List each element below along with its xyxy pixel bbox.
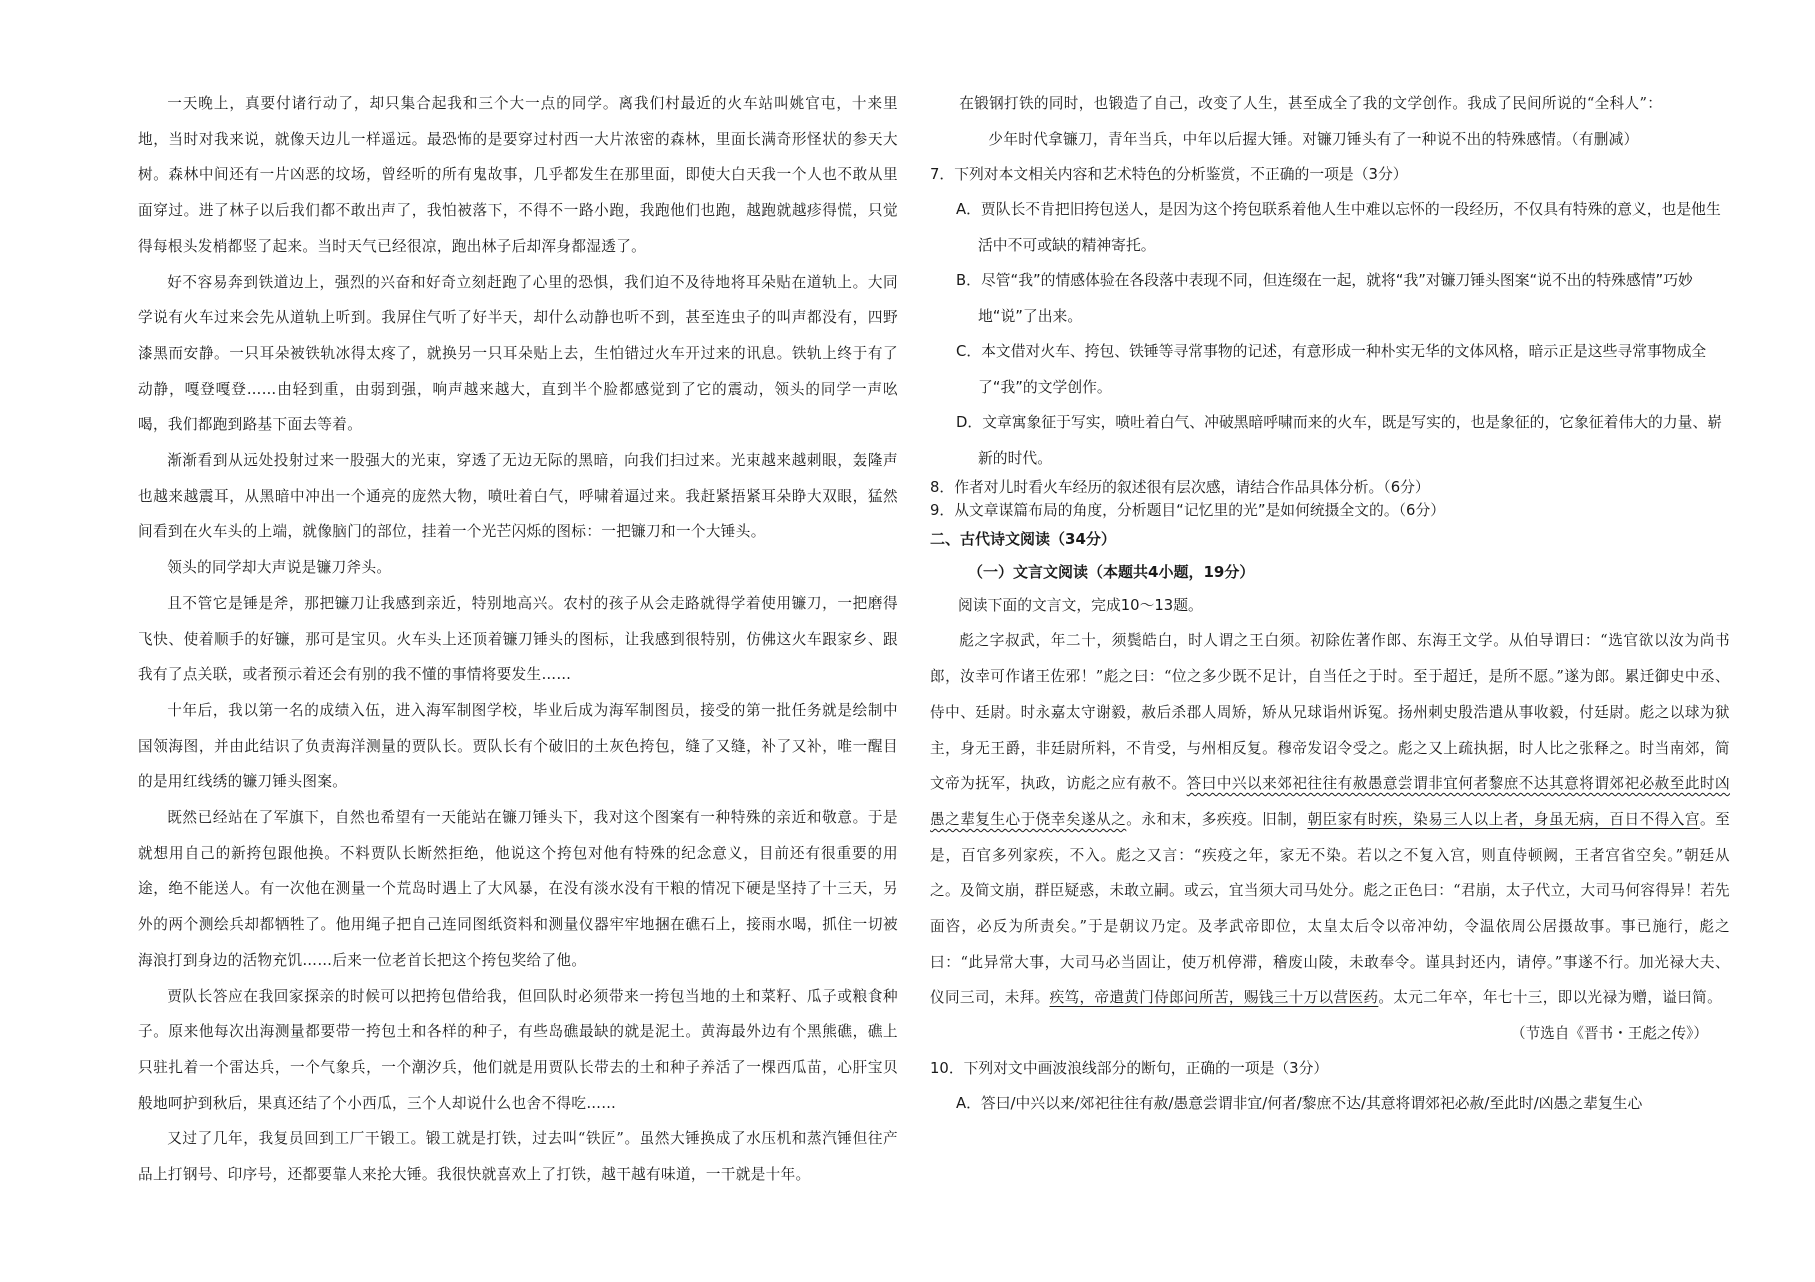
classical-text-part-2: 。永和末，多疾疫。旧制，	[1126, 810, 1308, 828]
question-10-stem: 10．下列对文中画波浪线部分的断句，正确的一项是（3分）	[930, 1060, 1329, 1078]
question-7-stem: 7．下列对本文相关内容和艺术特色的分析鉴赏，不正确的一项是（3分）	[930, 166, 1408, 184]
story-paragraph-6: 十年后，我以第一名的成绩入伍，进入海军制图学校，毕业后成为海军制图员，接受的第一批任务就是绘制中国领海图，并由此结识了负责海洋测量的贾队长。贾队长有个破旧的土灰色挎包，缝了又缝，补了又补，唯一醒目的是用红线绣的镰刀锤头图案。	[138, 701, 898, 791]
classical-text-part-1: 彪之字叔武，年二十，须鬓皓白，时人谓之王白须。初除佐著作郎、东海王文学。从伯导谓曰：“选官欲以汝为尚书郎，汝幸可作诸王佐邪！”彪之曰：“位之多少既不足计，自当任之于时。至于超迁，是所不愿。”遂为郎。累迁御史中丞、侍中、廷尉。时永嘉太守谢毅，赦后杀郡人周矫，矫从兄球诣州诉冤。扬州刺史殷浩遣从事收毅，付廷尉。彪之以球为狱主，身无王爵，非廷尉所料，不肯受，与州相反复。穆帝发诏令受之。彪之又上疏执据，时人比之张释之。时当南郊，简文帝为抚军，执政，访彪之应有赦不。	[930, 632, 1730, 793]
classical-text-part-3: 。至是，百官多列家疾，不入。彪之又言：“疾疫之年，家无不染。若以之不复入宫，则直侍顿阙，王者宫省空矣。”朝廷从之。及简文崩，群臣疑惑，未敢立嗣。或云，宜当须大司马处分。彪之正色曰：“君崩，太子代立，大司马何容得异！若先面咨，必反为所责矣。”于是朝议乃定。及孝武帝即位，太皇太后令以帝冲幼，令温依周公居摄故事。事已施行，彪之曰：“此异常大事，大司马必当固让，使万机停滞，稽废山陵，未敢奉令。谨具封还内，请停。”事遂不行。加光禄大夫、仪同三司，未拜。	[930, 810, 1731, 1007]
story-paragraph-5: 且不管它是锤是斧，那把镰刀让我感到亲近，特别地高兴。农村的孩子从会走路就得学着使用镰刀，一把磨得飞快、使着顺手的好镰，那可是宝贝。火车头上还顶着镰刀锤头的图标，让我感到很特别，仿佛这火车跟家乡、跟我有了点关联，或者预示着还会有别的我不懂的事情将要发生……	[138, 594, 898, 684]
underlined-sentence-2: 疾笃，帝遣黄门侍郎问所苦，赐钱三十万以营医药	[1049, 989, 1379, 1007]
question-7-option-c: C．本文借对火车、挎包、铁锤等寻常事物的记述，有意形成一种朴实无华的文体风格，暗示正是这些寻常事物成全了“我”的文学创作。	[956, 343, 1707, 396]
story-ending-line-1: 在锻钢打铁的同时，也锻造了自己，改变了人生，甚至成全了我的文学创作。我成了民间所说的“全科人”：	[959, 95, 1663, 112]
story-paragraph-4: 领头的同学却大声说是镰刀斧头。	[167, 559, 392, 577]
question-8: 8．作者对儿时看火车经历的叙述很有层次感，请结合作品具体分析。（6分）	[930, 479, 1430, 497]
story-paragraph-7: 既然已经站在了军旗下，自然也希望有一天能站在镰刀锤头下，我对这个图案有一种特殊的亲近和敬意。于是就想用自己的新挎包跟他换。不料贾队长断然拒绝，他说这个挎包对他有特殊的纪念意义，目前还有很重要的用途，绝不能送人。有一次他在测量一个荒岛时遇上了大风暴，在没有淡水没有干粮的情况下硬是坚持了十三天，另外的两个测绘兵却都牺牲了。他用绳子把自己连同图纸资料和测量仪器牢牢地捆在礁石上，接雨水喝，抓住一切被海浪打到身边的活物充饥……后来一位老首长把这个挎包奖给了他。	[138, 809, 898, 969]
story-paragraph-9: 又过了几年，我复员回到工厂干锻工。锻工就是打铁，过去叫“铁匠”。虽然大锤换成了水压机和蒸汽锤但往产品上打钢号、印序号，还都要靠人来抡大锤。我很快就喜欢上了打铁，越干越有味道，一干就是十年。	[138, 1130, 898, 1184]
story-paragraph-3: 渐渐看到从远处投射过来一股强大的光束，穿透了无边无际的黑暗，向我们扫过来。光束越来越刺眼，轰隆声也越来越震耳，从黑暗中冲出一个通亮的庞然大物，喷吐着白气，呼啸着逼过来。我赶紧捂紧耳朵睁大双眼，猛然间看到在火车头的上端，就像脑门的部位，挂着一个光芒闪烁的图标：一把镰刀和一个大锤头。	[138, 452, 898, 541]
section-2-title: 二、古代诗文阅读（34分）	[930, 530, 1116, 549]
subsection-1-title: （一）文言文阅读（本题共4小题，19分）	[968, 563, 1255, 582]
question-7-option-b: B．尽管“我”的情感体验在各段落中表现不同，但连缀在一起，就将“我”对镰刀锤头图案“说不出的特殊感情”巧妙地“说”了出来。	[956, 272, 1693, 325]
story-paragraph-1: 一天晚上，真要付诸行动了，却只集合起我和三个大一点的同学。离我们村最近的火车站叫姚官屯，十来里地，当时对我来说，就像天边儿一样遥远。最恐怖的是要穿过村西一大片浓密的森林，里面长满奇形怪状的参天大树。森林中间还有一片凶恶的坟场，曾经听的所有鬼故事，几乎都发生在那里面，即使大白天我一个人也不敢从里面穿过。进了林子以后我们都不敢出声了，我怕被落下，不得不一路小跑，我跑他们也跑，越跑就越疹得慌，只觉得每根头发梢都竖了起来。当时天气已经很凉，跑出林子后却浑身都湿透了。	[138, 95, 898, 255]
question-7-option-d: D．文章寓象征于写实，喷吐着白气、冲破黑暗呼啸而来的火车，既是写实的，也是象征的，它象征着伟大的力量、崭新的时代。	[956, 414, 1723, 467]
source-citation: （节选自《晋书・王彪之传》）	[1510, 1025, 1708, 1043]
story-paragraph-2: 好不容易奔到铁道边上，强烈的兴奋和好奇立刻赶跑了心里的恐惧，我们迫不及待地将耳朵贴在道轨上。大同学说有火车过来会先从道轨上听到。我屏住气听了好半天，却什么动静也听不到，甚至连虫子的叫声都没有，四野漆黑而安静。一只耳朵被铁轨冰得太疼了，就换另一只耳朵贴上去，生怕错过火车开过来的讯息。铁轨上终于有了动静，嘎登嘎登……由轻到重，由弱到强，响声越来越大，直到半个脸都感觉到了它的震动，领头的同学一声吆喝，我们都跑到路基下面去等着。	[138, 273, 898, 434]
question-10-option-a: A．答曰/中兴以来/郊祀往往有赦/愚意尝谓非宜/何者/黎庶不达/其意将谓郊祀必赦/至此时/凶愚之辈复生心	[956, 1095, 1643, 1113]
reading-instruction: 阅读下面的文言文，完成10～13题。	[958, 597, 1203, 615]
story-ending-line-2: 少年时代拿镰刀，青年当兵，中年以后握大锤。对镰刀锤头有了一种说不出的特殊感情。（有删减）	[988, 130, 1639, 148]
classical-text-paragraph	[930, 623, 1730, 1016]
classical-text-part-4: 。太元二年卒，年七十三，即以光禄为赠，谥曰简。	[1378, 989, 1723, 1007]
wavy-underlined-passage: 答曰中兴以来郊祀往往有赦愚意尝谓非宜何者黎庶不达其意将谓郊祀必赦至此时凶愚之辈复生心于侥幸矣遂从之	[930, 775, 1730, 828]
right-column	[930, 86, 1730, 1122]
question-7-option-a: A．贾队长不肯把旧挎包送人，是因为这个挎包联系着他人生中难以忘怀的一段经历，不仅具有特殊的意义，也是他生活中不可或缺的精神寄托。	[956, 201, 1721, 254]
left-column	[138, 86, 898, 1193]
underlined-sentence-1: 朝臣家有时疾，染易三人以上者，身虽无病，百日不得入宫	[1307, 810, 1700, 828]
question-9: 9．从文章谋篇布局的角度，分析题目“记忆里的光”是如何统摄全文的。（6分）	[930, 502, 1446, 520]
story-paragraph-8: 贾队长答应在我回家探亲的时候可以把挎包借给我，但回队时必须带来一挎包当地的土和菜籽、瓜子或粮食种子。原来他每次出海测量都要带一挎包土和各样的种子，有些岛礁最缺的就是泥土。黄海最外边有个黑熊礁，礁上只驻扎着一个雷达兵，一个气象兵，一个潮汐兵，他们就是用贾队长带去的土和种子养活了一棵西瓜苗，心肝宝贝般地呵护到秋后，果真还结了个小西瓜，三个人却说什么也舍不得吃……	[138, 987, 898, 1112]
